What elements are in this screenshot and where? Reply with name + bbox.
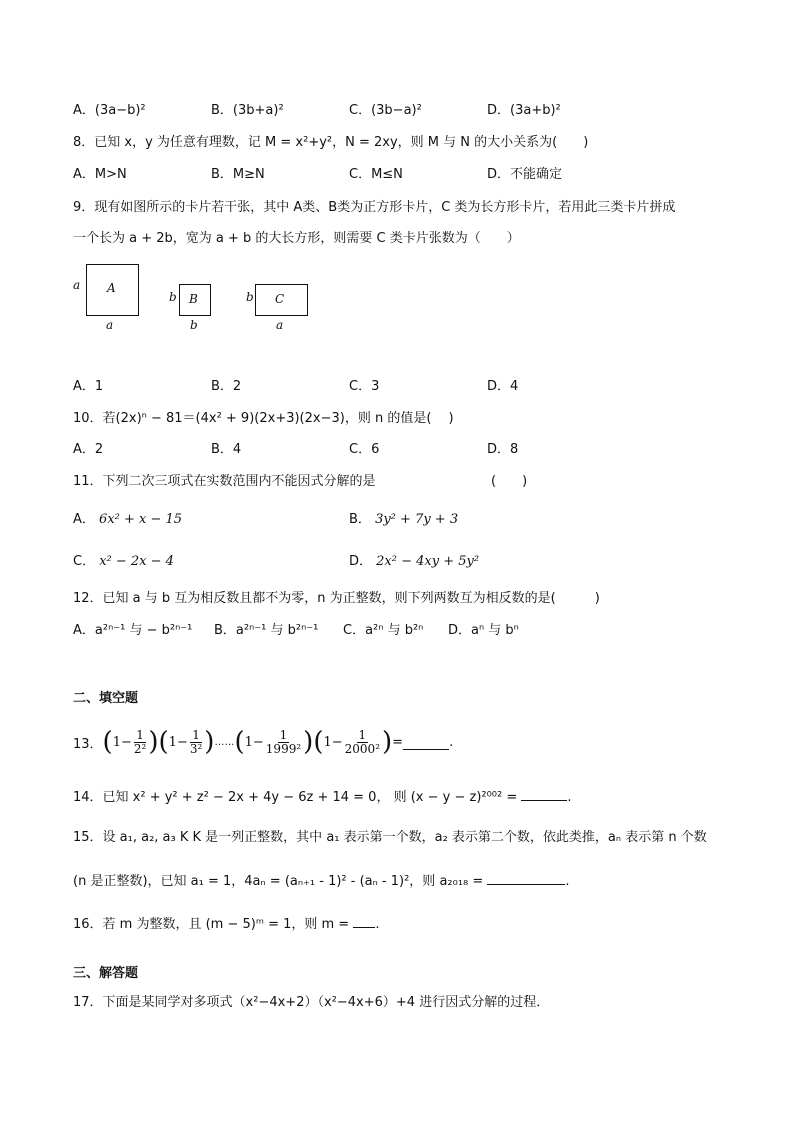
card-a-bottom-label: a (106, 318, 114, 332)
q11-option-c-expr: x² − 2x − 4 (99, 554, 174, 569)
card-b-side-label: b (169, 290, 177, 304)
q14-stem: 14．已知 x² + y² + z² − 2x + 4y − 6z + 14 = 0， 则 (x − y − z)²⁰⁰² = (73, 790, 518, 805)
card-b-bottom-label: b (190, 318, 198, 332)
q12-option-b: B．a²ⁿ⁻¹ 与 b²ⁿ⁻¹ (214, 623, 319, 638)
q7-option-b: B．(3b+a)² (211, 103, 284, 118)
q16-answer-blank[interactable] (353, 913, 375, 928)
q13-ellipsis: …… (214, 736, 235, 748)
card-a-side-label: a (73, 278, 81, 292)
q13-factor-1: ( 1 − $\frac{1}{\text{2²}}$ ) (102, 727, 159, 757)
card-b-label: B (189, 292, 198, 306)
q13-factor-4: ( 1 − $\frac{1}{\text{2000²}}$ ) (313, 727, 393, 757)
q11-option-b-label: B． (349, 512, 371, 527)
q16-line: 16．若 m 为整数，且 (m − 5)ᵐ = 1，则 m = . (73, 913, 379, 934)
q11-option-c (73, 553, 174, 571)
q12-option-c: C．a²ⁿ 与 b²ⁿ (343, 623, 424, 638)
q13-factor-2: ( 1 − $\frac{1}{\text{3²}}$ ) (158, 727, 215, 757)
q15-stem: (n 是正整数)，已知 a₁ = 1，4aₙ = (aₙ₊₁ - 1)² - (aₙ - 1)²，则 a₂₀₁₈ = (73, 874, 484, 889)
q11-option-a (73, 511, 182, 529)
q9-option-c: C．3 (349, 379, 380, 394)
card-a (86, 264, 139, 316)
q13-number: 13． (73, 736, 103, 752)
q15-line1: 15．设 a₁, a₂, a₃ K K 是一列正整数，其中 a₁ 表示第一个数，a₂ 表示第二个数，依此类推，aₙ 表示第 n 个数 (73, 830, 707, 845)
card-c-side-label: b (246, 290, 254, 304)
q10-stem: 10．若(2x)ⁿ − 81＝(4x² + 9)(2x+3)(2x−3)，则 n 的值是( ) (73, 411, 454, 426)
q10-option-d: D．8 (487, 442, 519, 457)
q12-stem: 12．已知 a 与 b 互为相反数且都不为零，n 为正整数，则下列两数互为相反数的是( ) (73, 591, 600, 606)
q11-answer-paren: ( ) (491, 474, 528, 489)
q9-option-d: D．4 (487, 379, 519, 394)
q8-stem: 8．已知 x，y 为任意有理数，记 M = x²+y²，N = 2xy，则 M 与 N 的大小关系为( ) (73, 135, 589, 150)
q14-line: 14．已知 x² + y² + z² − 2x + 4y − 6z + 14 = 0， 则 (x − y − z)²⁰⁰² = . (73, 786, 572, 807)
q11-stem: 11．下列二次三项式在实数范围内不能因式分解的是 (73, 474, 376, 489)
card-c-bottom-label: a (276, 318, 284, 332)
q9-stem-line2: 一个长为 a + 2b，宽为 a + b 的大长方形，则需要 C 类卡片张数为（ ） (73, 231, 520, 246)
q8-option-b: B．M≥N (211, 167, 265, 182)
q8-option-a: A．M>N (73, 167, 127, 182)
q16-stem: 16．若 m 为整数，且 (m − 5)ᵐ = 1，则 m = (73, 917, 350, 932)
q11-option-a-label: A． (73, 512, 95, 527)
q12-option-d: D．aⁿ 与 bⁿ (448, 623, 519, 638)
card-c-label: C (275, 292, 285, 306)
q7-option-d: D．(3a+b)² (487, 103, 561, 118)
section-solve-heading: 三、解答题 (73, 966, 139, 981)
q13-equals: = (392, 734, 404, 750)
q9-option-b: B．2 (211, 379, 242, 394)
q9-stem-line1: 9．现有如图所示的卡片若干张，其中 A类、B类为正方形卡片，C 类为长方形卡片，若用此三类卡片拼成 (73, 200, 676, 215)
section-fill-in-heading: 二、填空题 (73, 691, 139, 706)
q15-line2: (n 是正整数)，已知 a₁ = 1，4aₙ = (aₙ₊₁ - 1)² - (aₙ - 1)²，则 a₂₀₁₈ = . (73, 870, 570, 891)
q13-period: . (449, 734, 454, 750)
q13-expression (73, 720, 453, 764)
q11-option-a-expr: 6x² + x − 15 (99, 512, 183, 527)
q13-factor-3: ( 1 − $\frac{1}{\text{1999²}}$ ) (234, 727, 314, 757)
q11-option-b (349, 511, 458, 529)
q11-option-d-expr: 2x² − 4xy + 5y² (376, 554, 480, 569)
card-c (255, 284, 308, 316)
card-a-label: A (107, 281, 116, 295)
q11-option-d-label: D． (349, 554, 373, 569)
q10-option-c: C．6 (349, 442, 380, 457)
q11-option-c-label: C． (73, 554, 96, 569)
q7-option-c: C．(3b−a)² (349, 103, 422, 118)
card-b (179, 284, 211, 316)
q11-option-d (349, 553, 479, 571)
q14-answer-blank[interactable] (521, 786, 567, 801)
q8-option-d: D．不能确定 (487, 167, 563, 182)
q11-option-b-expr: 3y² + 7y + 3 (375, 512, 459, 527)
q13-answer-blank[interactable] (403, 735, 449, 750)
q9-option-a: A．1 (73, 379, 104, 394)
q8-option-c: C．M≤N (349, 167, 403, 182)
q10-option-b: B．4 (211, 442, 242, 457)
q15-answer-blank[interactable] (487, 870, 565, 885)
q17-stem: 17．下面是某同学对多项式（x²−4x+2）（x²−4x+6）+4 进行因式分解的过程． (73, 995, 550, 1010)
q12-option-a: A．a²ⁿ⁻¹ 与 − b²ⁿ⁻¹ (73, 623, 193, 638)
q7-option-a: A．(3a−b)² (73, 103, 146, 118)
q10-option-a: A．2 (73, 442, 104, 457)
